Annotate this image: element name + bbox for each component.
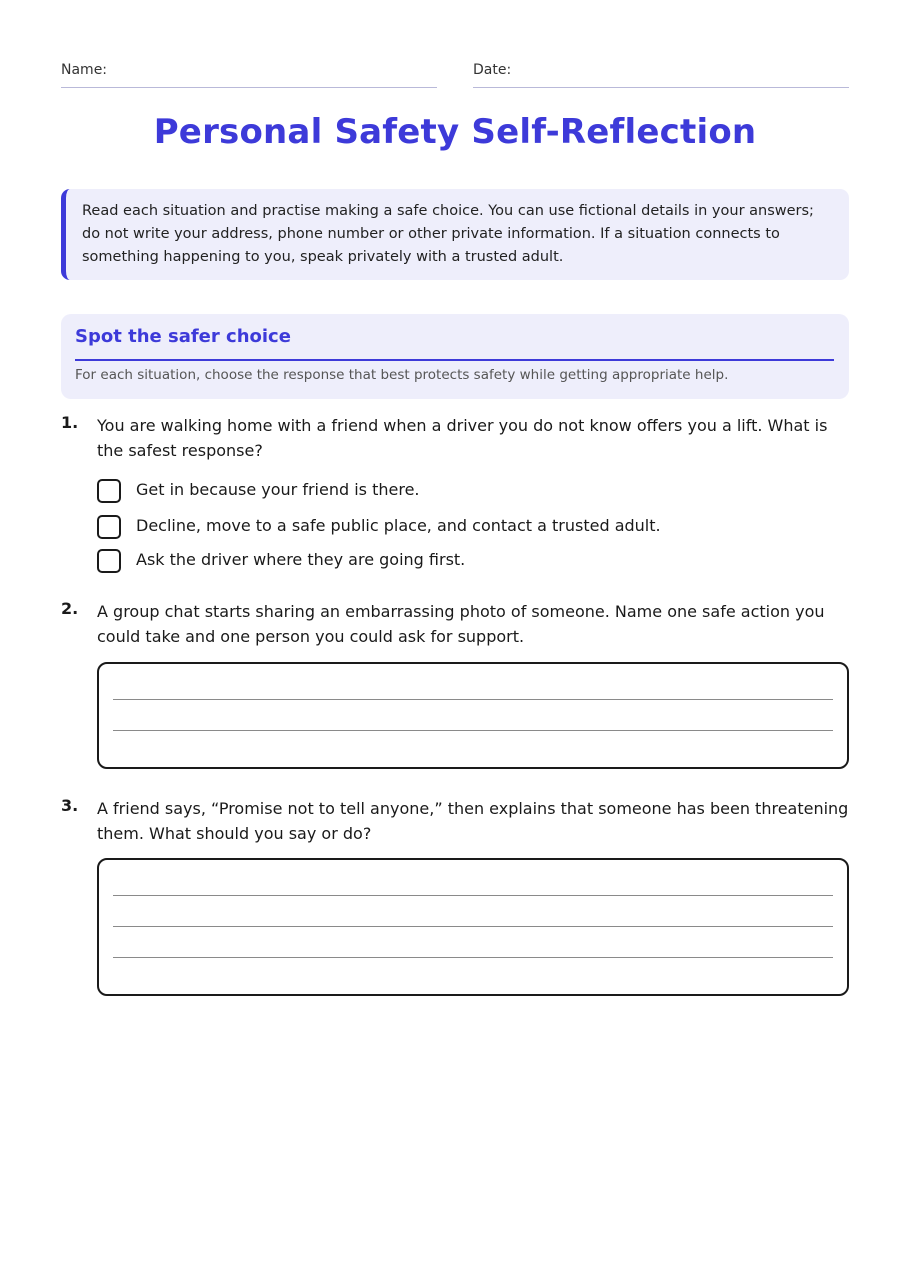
- section-header: [61, 314, 849, 399]
- question-number: 3.: [61, 796, 79, 815]
- section-title: Spot the safer choice: [75, 326, 291, 347]
- question-text: A group chat starts sharing an embarrassing photo of someone. Name one safe action you could take and one person you could ask for support.: [97, 602, 825, 646]
- answer-line: [113, 895, 833, 896]
- option-3[interactable]: [97, 549, 849, 577]
- question-number: 1.: [61, 413, 79, 432]
- date-label: Date:: [473, 62, 512, 78]
- name-field[interactable]: [61, 60, 437, 88]
- answer-box[interactable]: [97, 858, 849, 996]
- checkbox[interactable]: [97, 549, 121, 573]
- question-number: 2.: [61, 599, 79, 618]
- question-text: A friend says, “Promise not to tell anyone,” then explains that someone has been threatening them. What should you say or do?: [97, 799, 849, 843]
- answer-line: [113, 730, 833, 731]
- header-fields: [61, 60, 849, 88]
- date-field[interactable]: [473, 60, 849, 88]
- option-label: Get in because your friend is there.: [136, 480, 420, 499]
- page-title: Personal Safety Self-Reflection: [153, 112, 757, 152]
- option-label: Decline, move to a safe public place, and contact a trusted adult.: [136, 516, 661, 535]
- checkbox[interactable]: [97, 479, 121, 503]
- instructions-panel: [61, 189, 849, 280]
- checkbox[interactable]: [97, 515, 121, 539]
- answer-box[interactable]: [97, 662, 849, 769]
- answer-line: [113, 957, 833, 958]
- answer-line: [113, 699, 833, 700]
- option-1[interactable]: [97, 479, 849, 507]
- name-label: Name:: [61, 62, 108, 78]
- instructions-text: Read each situation and practise making a safe choice. You can use fictional details in your answers; do not write your address, phone number or other private information. If a situation connects to something happening to you, speak privately with a trusted adult.: [82, 203, 814, 265]
- section-subtitle: For each situation, choose the response that best protects safety while getting appropriate help.: [75, 367, 729, 383]
- option-label: Ask the driver where they are going first.: [136, 550, 466, 569]
- option-2[interactable]: [97, 515, 849, 543]
- question-text: You are walking home with a friend when a driver you do not know offers you a lift. What is the safest response?: [97, 416, 828, 460]
- answer-line: [113, 926, 833, 927]
- section-divider: [75, 359, 834, 361]
